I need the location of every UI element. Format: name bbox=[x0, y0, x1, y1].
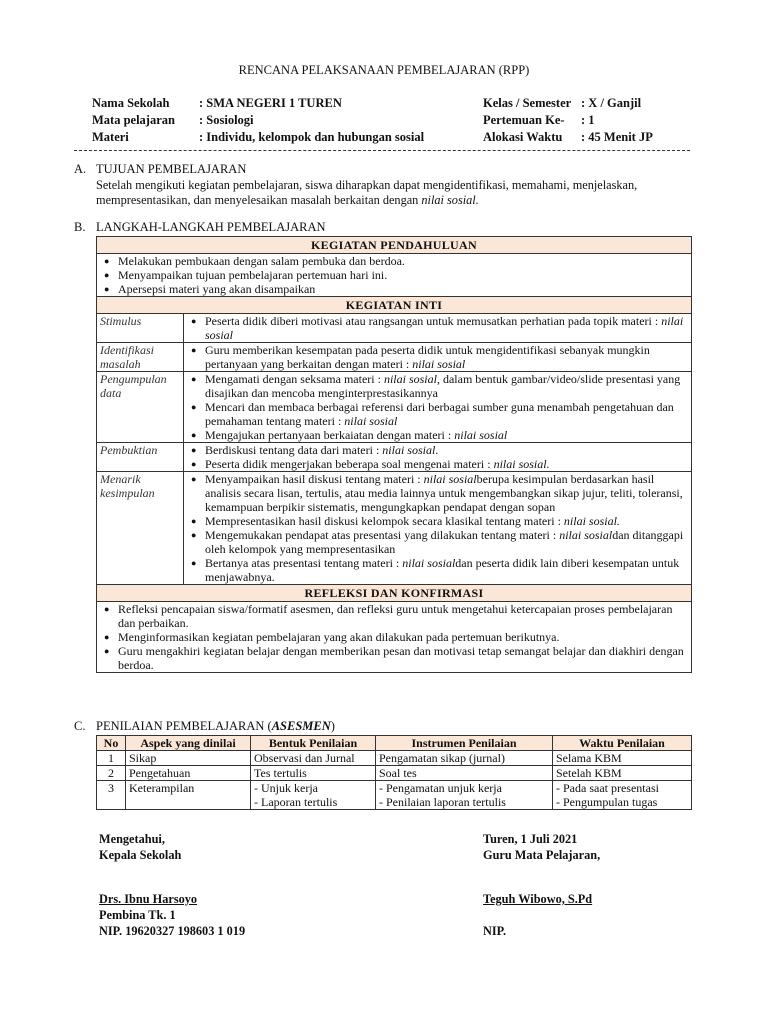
activity-text: Mengajukan pertanyaan berkaiatan dengan materi : bbox=[205, 428, 455, 442]
assessment-rows bbox=[97, 751, 692, 810]
activity-topic: nilai sosial bbox=[423, 472, 477, 486]
assessment-bentuk: Tes tertulis bbox=[251, 766, 376, 781]
activity-text: Mengamati dengan seksama materi : bbox=[205, 372, 384, 386]
pendahuluan-item: ● Menyampaikan tujuan pembelajaran pertemuan hari ini. bbox=[118, 268, 688, 282]
inti-activity-item bbox=[205, 443, 688, 457]
sig-right-line1: Turen, 1 Juli 2021 bbox=[483, 832, 578, 846]
inti-stage-activities bbox=[184, 372, 692, 443]
inti-rows bbox=[97, 314, 692, 585]
inti-activity-item bbox=[205, 556, 688, 584]
col-aspek: Aspek yang dinilai bbox=[126, 736, 251, 751]
inti-activity-list bbox=[187, 314, 688, 342]
inti-stage-label: Stimulus bbox=[97, 314, 184, 343]
activity-topic: nilai sosial bbox=[383, 372, 437, 386]
section-a-letter: A. bbox=[74, 162, 87, 176]
assessment-waktu: Setelah KBM bbox=[553, 766, 692, 781]
activity-text-cont: . bbox=[435, 443, 439, 457]
sig-right-nip: NIP. bbox=[483, 924, 507, 938]
value-nama-sekolah: : SMA NEGERI 1 TUREN bbox=[199, 96, 342, 110]
inti-activity-list bbox=[187, 372, 688, 442]
activity-text: Peserta didik diberi motivasi atau rangsangan untuk memusatkan perhatian pada topik materi : bbox=[205, 314, 662, 328]
value-mata-pelajaran: : Sosiologi bbox=[199, 113, 254, 127]
section-c-title-italic: ASESMEN bbox=[271, 719, 331, 733]
activity-topic: nilai sosial. bbox=[563, 514, 620, 528]
header-right bbox=[483, 95, 653, 146]
assessment-instrumen: Pengamatan sikap (jurnal) bbox=[376, 751, 553, 766]
activity-topic: nilai sosial bbox=[559, 528, 613, 542]
inti-activity-item bbox=[205, 428, 688, 442]
pendahuluan-list bbox=[100, 254, 688, 296]
inti-activity-item bbox=[205, 472, 688, 514]
inti-activity-list bbox=[187, 472, 688, 584]
inti-stage-activities bbox=[184, 472, 692, 585]
document-title: RENCANA PELAKSANAAN PEMBELAJARAN (RPP) bbox=[238, 63, 530, 77]
value-alokasi: : 45 Menit JP bbox=[581, 130, 653, 144]
inti-stage-label: Menarik kesimpulan bbox=[97, 472, 184, 585]
sig-left-line2: Kepala Sekolah bbox=[99, 848, 182, 862]
sig-left-name: Drs. Ibnu Harsoyo bbox=[99, 892, 198, 906]
activity-text: Bertanya atas presentasi tentang materi : bbox=[205, 556, 403, 570]
inti-activity-item bbox=[205, 372, 688, 400]
sig-right-line2: Guru Mata Pelajaran, bbox=[483, 848, 601, 862]
col-instrumen: Instrumen Penilaian bbox=[376, 736, 553, 751]
inti-stage-activities bbox=[184, 314, 692, 343]
activity-topic: nilai sosial bbox=[402, 556, 456, 570]
inti-activity-item bbox=[205, 457, 688, 471]
value-materi: : Individu, kelompok dan hubungan sosial bbox=[199, 130, 425, 144]
assessment-waktu: - Pada saat presentasi - Pengumpulan tugas bbox=[553, 781, 692, 810]
refleksi-item: ● Guru mengakhiri kegiatan belajar dengan memberikan pesan dan motivasi tetap semangat belajar dan diakhiri dengan berdoa. bbox=[118, 644, 688, 672]
section-b-title: LANGKAH-LANGKAH PEMBELAJARAN bbox=[96, 220, 326, 234]
activity-topic: nilai sosial bbox=[454, 428, 508, 442]
inti-stage-label: Pengumpulan data bbox=[97, 372, 184, 443]
activity-text: Peserta didik mengerjakan beberapa soal mengenai materi : bbox=[205, 457, 494, 471]
activity-text: Mengemukakan pendapat atas presentasi yang dilakukan tentang materi : bbox=[205, 528, 560, 542]
sig-left-rank: Pembina Tk. 1 bbox=[99, 908, 176, 922]
activity-text-cont: dan peserta didik lain diberi kesempatan untuk menjawabnya. bbox=[205, 556, 680, 584]
activity-text: Berdiskusi tentang data dari materi : bbox=[205, 443, 383, 457]
assessment-instrumen: Soal tes bbox=[376, 766, 553, 781]
section-a-heading bbox=[74, 162, 246, 177]
inti-activity-item bbox=[205, 400, 688, 428]
inti-activity-list bbox=[187, 343, 688, 371]
inti-stage-activities bbox=[184, 443, 692, 472]
label-materi: Materi bbox=[92, 130, 129, 144]
inti-stage-label: Identifikasi masalah bbox=[97, 343, 184, 372]
section-a-paragraph: Setelah mengikuti kegiatan pembelajaran, siswa diharapkan dapat mengidentifikasi, memahami, menjelaskan, mempresentasikan, dan menyelesaikan masalah berkaitan dengan bbox=[96, 178, 638, 207]
activity-text-cont: , dalam bentuk gambar/video/slide presentasi yang disajikan dan mencoba menginterprestasikannya bbox=[205, 372, 681, 400]
section-a-text bbox=[96, 178, 656, 208]
dashed-divider bbox=[74, 150, 690, 151]
pendahuluan-item: ● Melakukan pembukaan dengan salam pembuka dan berdoa. bbox=[118, 254, 688, 268]
refleksi-cell bbox=[97, 602, 692, 673]
label-kelas: Kelas / Semester bbox=[483, 96, 572, 110]
inti-activity-item bbox=[205, 528, 688, 556]
assessment-bentuk: - Unjuk kerja - Laporan tertulis bbox=[251, 781, 376, 810]
section-b-heading bbox=[74, 220, 326, 235]
inti-row bbox=[97, 372, 692, 443]
inti-row bbox=[97, 314, 692, 343]
assessment-row bbox=[97, 781, 692, 810]
activity-text-cont: dan ditanggapi oleh kelompok yang mempresentasikan bbox=[205, 528, 684, 556]
band-inti: KEGIATAN INTI bbox=[97, 297, 692, 314]
activity-topic: nilai sosial bbox=[382, 443, 436, 457]
assessment-row bbox=[97, 766, 692, 781]
label-mata-pelajaran: Mata pelajaran bbox=[92, 113, 175, 127]
section-c-heading bbox=[74, 719, 335, 734]
activity-topic: nilai sosial bbox=[412, 357, 466, 371]
activity-text: Menyampaikan hasil diskusi tentang materi : bbox=[205, 472, 424, 486]
col-waktu: Waktu Penilaian bbox=[553, 736, 692, 751]
assessment-waktu: Selama KBM bbox=[553, 751, 692, 766]
activity-topic: nilai sosial bbox=[344, 414, 398, 428]
activity-topic: nilai sosial. bbox=[493, 457, 550, 471]
section-a-italic: nilai sosial. bbox=[421, 193, 479, 207]
activity-text: Mempresentasikan hasil diskusi kelompok secara klasikal tentang materi : bbox=[205, 514, 564, 528]
refleksi-item: ● Menginformasikan kegiatan pembelajaran yang akan dilakukan pada pertemuan berikutnya. bbox=[118, 630, 688, 644]
assessment-instrumen: - Pengamatan unjuk kerja - Penilaian laporan tertulis bbox=[376, 781, 553, 810]
band-refleksi: REFLEKSI DAN KONFIRMASI bbox=[97, 585, 692, 602]
inti-stage-activities bbox=[184, 343, 692, 372]
section-b-letter: B. bbox=[74, 220, 86, 234]
sig-left-nip: NIP. 19620327 198603 1 019 bbox=[99, 924, 246, 938]
header-left bbox=[92, 95, 424, 146]
inti-activity-list bbox=[187, 443, 688, 471]
section-c-title-post: ) bbox=[330, 719, 335, 733]
inti-activity-item bbox=[205, 343, 688, 371]
section-a-title: TUJUAN PEMBELAJARAN bbox=[96, 162, 247, 176]
label-nama-sekolah: Nama Sekolah bbox=[92, 96, 170, 110]
section-c-title-pre: PENILAIAN PEMBELAJARAN ( bbox=[96, 719, 272, 733]
col-no: No bbox=[97, 736, 126, 751]
value-pertemuan: : 1 bbox=[581, 113, 595, 127]
assessment-table bbox=[96, 735, 692, 810]
assessment-no: 3 bbox=[97, 781, 126, 810]
inti-stage-label: Pembuktian bbox=[97, 443, 184, 472]
col-bentuk: Bentuk Penilaian bbox=[251, 736, 376, 751]
activity-topic: nilai sosial bbox=[205, 314, 684, 342]
assessment-aspek: Keterampilan bbox=[126, 781, 251, 810]
pendahuluan-item: ● Apersepsi materi yang akan disampaikan bbox=[118, 282, 688, 296]
sig-left-line1: Mengetahui, bbox=[99, 832, 165, 846]
activities-table bbox=[96, 236, 692, 673]
assessment-no: 1 bbox=[97, 751, 126, 766]
assessment-aspek: Pengetahuan bbox=[126, 766, 251, 781]
activity-text: Guru memberikan kesempatan pada peserta didik untuk mengidentifikasi sebanyak mungkin pertanyaan yang berkaitan dengan materi : bbox=[205, 343, 650, 371]
band-pendahuluan: KEGIATAN PENDAHULUAN bbox=[97, 237, 692, 254]
refleksi-list bbox=[100, 602, 688, 672]
label-pertemuan: Pertemuan Ke- bbox=[483, 113, 565, 127]
value-kelas: : X / Ganjil bbox=[581, 96, 642, 110]
activity-text-cont: berupa kesimpulan berdasarkan hasil analisis secara lisan, tertulis, atau media lainnya untuk mengembangkan sikap jujur, teliti, toleransi, kemampuan berpikir sistematis, mengungkapkan pendapat dengan sopan bbox=[205, 472, 683, 514]
inti-row bbox=[97, 443, 692, 472]
signature-right bbox=[483, 831, 600, 939]
section-c-letter: C. bbox=[74, 719, 86, 733]
activity-text: Mencari dan membaca berbagai referensi dari berbagai sumber guna menambah pengetahuan dan pemahaman tentang materi : bbox=[205, 400, 674, 428]
inti-activity-item bbox=[205, 514, 688, 528]
inti-row bbox=[97, 472, 692, 585]
inti-row bbox=[97, 343, 692, 372]
refleksi-item: ● Refleksi pencapaian siswa/formatif asesmen, dan refleksi guru untuk mengetahui ketercapaian proses pembelajaran dan perbaikan. bbox=[118, 602, 688, 630]
assessment-bentuk: Observasi dan Jurnal bbox=[251, 751, 376, 766]
label-alokasi: Alokasi Waktu bbox=[483, 130, 563, 144]
assessment-no: 2 bbox=[97, 766, 126, 781]
assessment-aspek: Sikap bbox=[126, 751, 251, 766]
assessment-row bbox=[97, 751, 692, 766]
pendahuluan-cell bbox=[97, 254, 692, 297]
sig-right-name: Teguh Wibowo, S.Pd bbox=[483, 892, 593, 906]
inti-activity-item bbox=[205, 314, 688, 342]
signature-left bbox=[99, 831, 245, 939]
